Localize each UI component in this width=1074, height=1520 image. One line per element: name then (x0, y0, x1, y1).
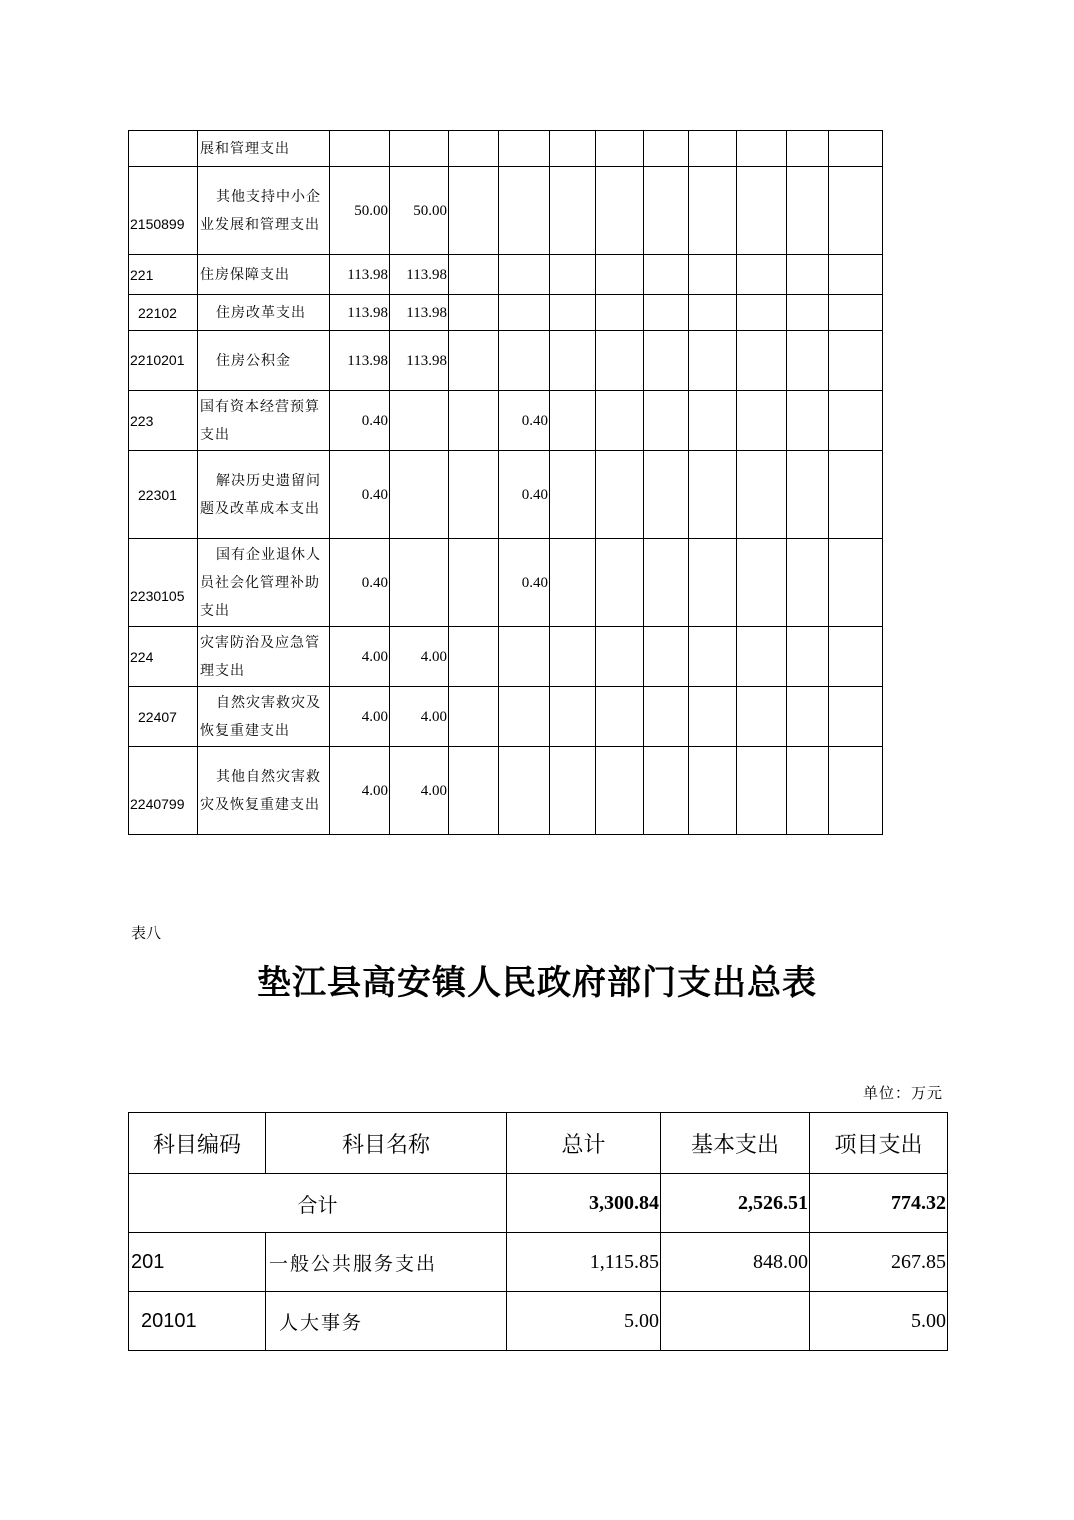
amount-cell (499, 331, 550, 391)
subject-code: 2150899 (129, 167, 198, 255)
amount-cell (737, 255, 787, 295)
page-title: 垫江县高安镇人民政府部门支出总表 (257, 963, 817, 1003)
amount-cell (390, 131, 449, 167)
amount-cell (787, 331, 829, 391)
amount-cell (829, 627, 883, 687)
amount-cell (737, 539, 787, 627)
subject-code: 20101 (129, 1292, 266, 1351)
amount-cell (829, 255, 883, 295)
amount-cell (829, 331, 883, 391)
amount-cell (787, 687, 829, 747)
subject-name: 住房改革支出 (198, 295, 330, 331)
amount-cell (449, 255, 499, 295)
amount-cell (449, 627, 499, 687)
amount-cell: 4.00 (390, 627, 449, 687)
subject-name: 一般公共服务支出 (266, 1233, 507, 1292)
amount-cell (737, 167, 787, 255)
subject-code (129, 131, 198, 167)
amount-cell: 4.00 (390, 747, 449, 835)
amount-cell (689, 167, 737, 255)
amount-cell (829, 295, 883, 331)
amount-cell (596, 627, 644, 687)
amount-cell (550, 331, 596, 391)
amount-cell (596, 747, 644, 835)
amount-cell (829, 391, 883, 451)
amount-cell (390, 451, 449, 539)
amount-cell (689, 747, 737, 835)
subject-name: 住房保障支出 (198, 255, 330, 295)
amount-cell (787, 627, 829, 687)
amount-cell (829, 167, 883, 255)
header-cell: 科目编码 (129, 1113, 266, 1174)
amount-cell (737, 331, 787, 391)
amount-cell (787, 391, 829, 451)
amount-cell (787, 167, 829, 255)
table-row (129, 627, 883, 687)
header-cell: 基本支出 (661, 1113, 810, 1174)
amount-cell (737, 451, 787, 539)
amount-cell (550, 627, 596, 687)
subject-name: 解决历史遗留问题及改革成本支出 (198, 451, 330, 539)
amount-cell (449, 331, 499, 391)
amount-cell (644, 627, 689, 687)
amount-cell: 4.00 (330, 627, 390, 687)
amount-cell (499, 295, 550, 331)
total-row (129, 1174, 948, 1233)
department-expenditure-summary-table (128, 1112, 948, 1351)
amount-cell (596, 255, 644, 295)
amount-cell (449, 747, 499, 835)
amount-cell: 0.40 (499, 451, 550, 539)
subject-code: 223 (129, 391, 198, 451)
amount-cell (596, 451, 644, 539)
amount-cell (499, 747, 550, 835)
row-basic: 848.00 (661, 1233, 810, 1292)
subject-name: 其他自然灾害救灾及恢复重建支出 (198, 747, 330, 835)
table-row (129, 331, 883, 391)
subject-code: 2240799 (129, 747, 198, 835)
subject-code: 201 (129, 1233, 266, 1292)
amount-cell (787, 295, 829, 331)
amount-cell (829, 539, 883, 627)
header-cell: 项目支出 (810, 1113, 948, 1174)
subject-name: 其他支持中小企业发展和管理支出 (198, 167, 330, 255)
amount-cell (737, 687, 787, 747)
amount-cell (737, 627, 787, 687)
subject-name: 展和管理支出 (198, 131, 330, 167)
row-basic (661, 1292, 810, 1351)
amount-cell: 0.40 (330, 539, 390, 627)
table-row (129, 1233, 948, 1292)
amount-cell (596, 167, 644, 255)
table-row (129, 451, 883, 539)
amount-cell (550, 255, 596, 295)
amount-cell (644, 131, 689, 167)
amount-cell (644, 331, 689, 391)
amount-cell: 0.40 (499, 391, 550, 451)
amount-cell (596, 331, 644, 391)
table-row (129, 1292, 948, 1351)
amount-cell (644, 687, 689, 747)
row-project: 267.85 (810, 1233, 948, 1292)
table-row (129, 295, 883, 331)
amount-cell (829, 451, 883, 539)
table-row (129, 687, 883, 747)
amount-cell: 4.00 (330, 747, 390, 835)
subject-code: 22301 (129, 451, 198, 539)
amount-cell (550, 747, 596, 835)
amount-cell (499, 687, 550, 747)
amount-cell (550, 391, 596, 451)
amount-cell (737, 131, 787, 167)
subject-name: 国有企业退休人员社会化管理补助支出 (198, 539, 330, 627)
amount-cell: 113.98 (390, 295, 449, 331)
amount-cell (390, 391, 449, 451)
amount-cell: 113.98 (330, 295, 390, 331)
amount-cell (644, 391, 689, 451)
table-header-row (129, 1113, 948, 1174)
total-amount: 3,300.84 (507, 1174, 661, 1233)
amount-cell (499, 255, 550, 295)
amount-cell (787, 131, 829, 167)
amount-cell (689, 331, 737, 391)
amount-cell (550, 451, 596, 539)
amount-cell (550, 539, 596, 627)
amount-cell (689, 391, 737, 451)
amount-cell (737, 747, 787, 835)
amount-cell (644, 451, 689, 539)
amount-cell: 113.98 (330, 255, 390, 295)
amount-cell (689, 539, 737, 627)
table-label: 表八 (131, 924, 162, 942)
amount-cell (644, 539, 689, 627)
amount-cell (449, 295, 499, 331)
header-cell: 总计 (507, 1113, 661, 1174)
amount-cell (550, 687, 596, 747)
amount-cell: 113.98 (390, 331, 449, 391)
subject-name: 自然灾害救灾及恢复重建支出 (198, 687, 330, 747)
subject-code: 2230105 (129, 539, 198, 627)
table-row (129, 539, 883, 627)
amount-cell (689, 627, 737, 687)
amount-cell (644, 255, 689, 295)
amount-cell: 4.00 (390, 687, 449, 747)
amount-cell: 4.00 (330, 687, 390, 747)
continued-expenditure-table (128, 130, 883, 835)
table-row (129, 131, 883, 167)
amount-cell (689, 687, 737, 747)
subject-code: 2210201 (129, 331, 198, 391)
total-label: 合计 (129, 1174, 507, 1233)
amount-cell (787, 747, 829, 835)
amount-cell (449, 167, 499, 255)
total-project: 774.32 (810, 1174, 948, 1233)
amount-cell (499, 131, 550, 167)
amount-cell (596, 539, 644, 627)
total-basic: 2,526.51 (661, 1174, 810, 1233)
amount-cell (689, 255, 737, 295)
amount-cell (644, 747, 689, 835)
table-row (129, 255, 883, 295)
amount-cell (596, 295, 644, 331)
amount-cell (787, 451, 829, 539)
subject-code: 22407 (129, 687, 198, 747)
amount-cell (499, 627, 550, 687)
amount-cell (829, 747, 883, 835)
table-row (129, 167, 883, 255)
amount-cell (449, 131, 499, 167)
amount-cell (644, 167, 689, 255)
amount-cell (829, 687, 883, 747)
amount-cell (550, 295, 596, 331)
amount-cell (596, 687, 644, 747)
amount-cell: 0.40 (330, 391, 390, 451)
amount-cell (449, 391, 499, 451)
subject-code: 224 (129, 627, 198, 687)
amount-cell (737, 295, 787, 331)
subject-name: 住房公积金 (198, 331, 330, 391)
row-total: 1,115.85 (507, 1233, 661, 1292)
amount-cell (596, 131, 644, 167)
amount-cell (449, 687, 499, 747)
amount-cell (499, 167, 550, 255)
unit-label: 单位：万元 (862, 1084, 943, 1102)
row-total: 5.00 (507, 1292, 661, 1351)
amount-cell (390, 539, 449, 627)
amount-cell (644, 295, 689, 331)
subject-name: 灾害防治及应急管理支出 (198, 627, 330, 687)
row-project: 5.00 (810, 1292, 948, 1351)
amount-cell: 50.00 (330, 167, 390, 255)
amount-cell (330, 131, 390, 167)
amount-cell: 0.40 (499, 539, 550, 627)
subject-code: 22102 (129, 295, 198, 331)
amount-cell (787, 539, 829, 627)
amount-cell (449, 539, 499, 627)
amount-cell (449, 451, 499, 539)
amount-cell (689, 451, 737, 539)
amount-cell (689, 131, 737, 167)
amount-cell: 113.98 (330, 331, 390, 391)
amount-cell (596, 391, 644, 451)
header-cell: 科目名称 (266, 1113, 507, 1174)
amount-cell (550, 167, 596, 255)
amount-cell (787, 255, 829, 295)
amount-cell: 50.00 (390, 167, 449, 255)
amount-cell (829, 131, 883, 167)
amount-cell (689, 295, 737, 331)
amount-cell: 113.98 (390, 255, 449, 295)
amount-cell (737, 391, 787, 451)
table-row (129, 391, 883, 451)
subject-code: 221 (129, 255, 198, 295)
subject-name: 人大事务 (266, 1292, 507, 1351)
table-row (129, 747, 883, 835)
amount-cell (550, 131, 596, 167)
subject-name: 国有资本经营预算支出 (198, 391, 330, 451)
amount-cell: 0.40 (330, 451, 390, 539)
